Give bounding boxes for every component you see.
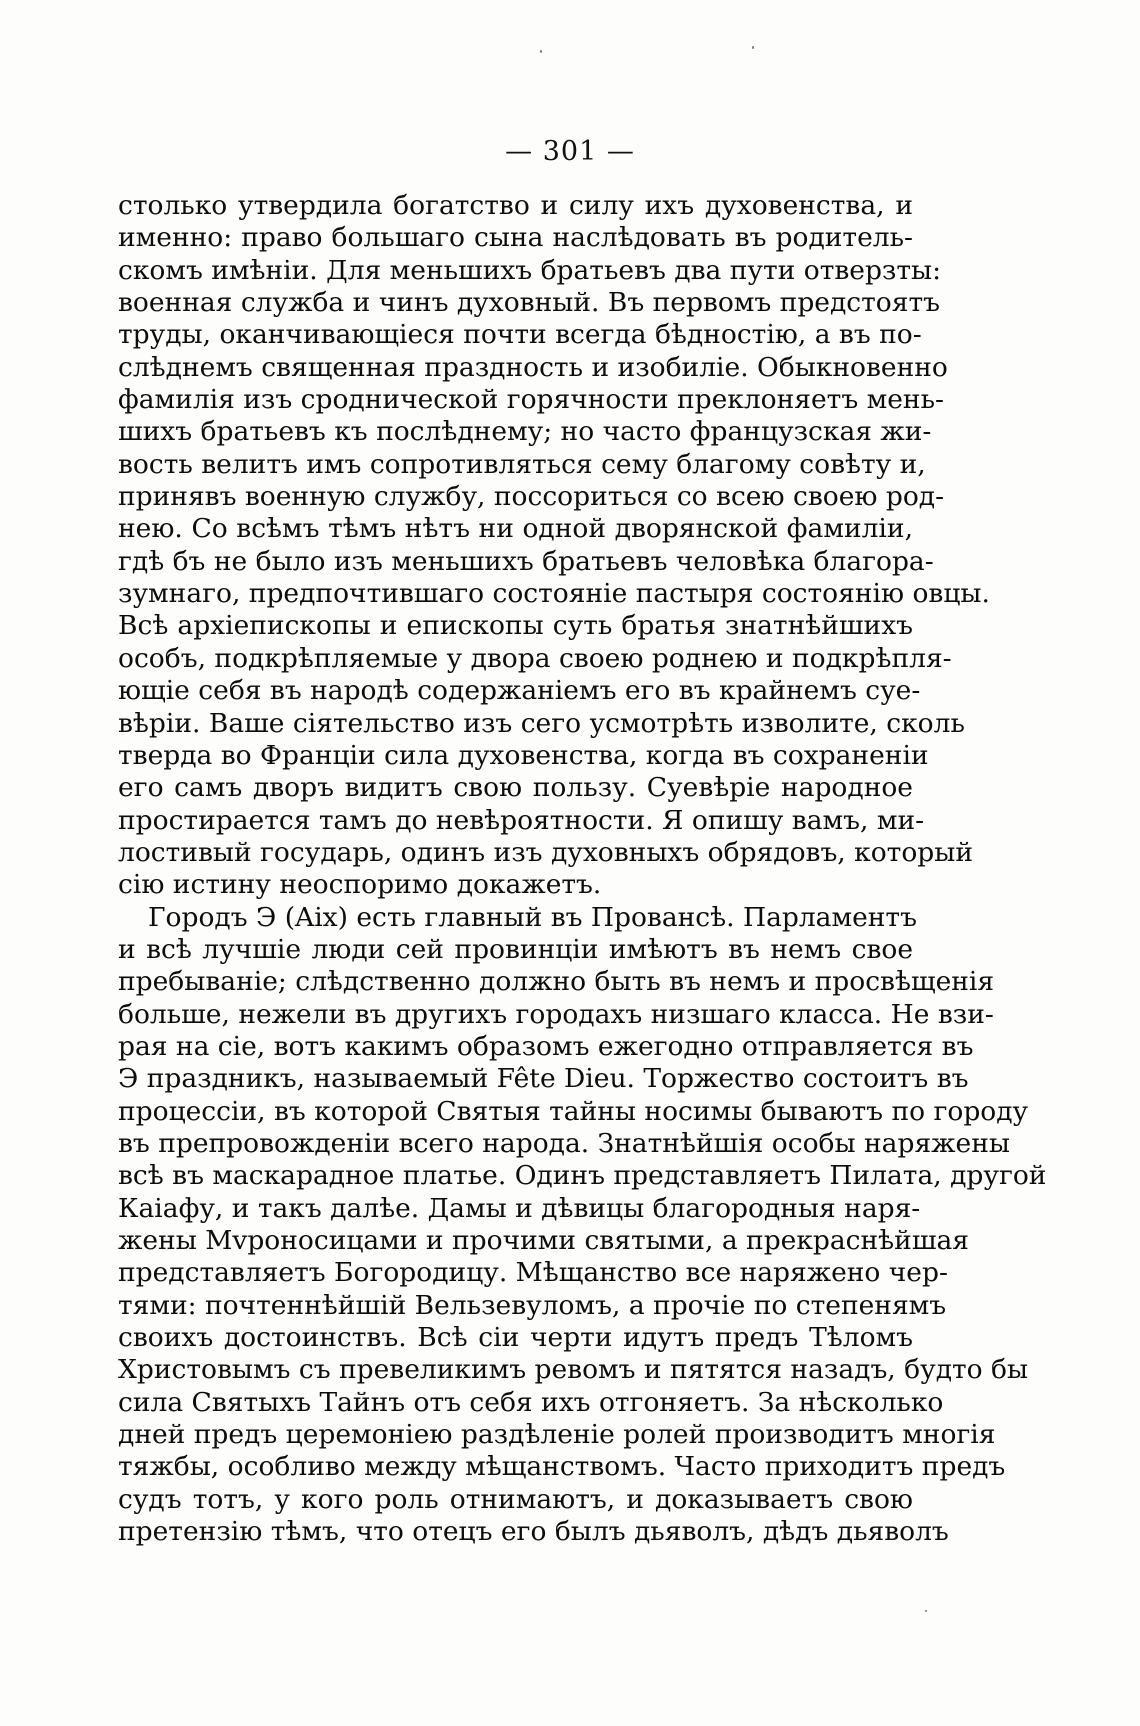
text-line: нею. Со всѣмъ тѣмъ нѣтъ ни одной дворянской фамиліи,	[118, 513, 913, 545]
text-line: сила Святыхъ Тайнъ отъ себя ихъ отгоняетъ. За нѣсколько	[118, 1386, 944, 1418]
scan-speck	[540, 50, 542, 53]
text-line: ющіе себя въ народѣ содержаніемъ его въ крайнемъ суе-	[118, 675, 921, 707]
text-line: лостивый государь, одинъ изъ духовныхъ обрядовъ, который	[118, 836, 974, 868]
text-line: вость велитъ имъ сопротивляться сему благому совѣту и,	[118, 448, 926, 480]
text-line: своихъ достоинствъ. Всѣ сіи черти идутъ предъ Тѣломъ	[118, 1322, 913, 1354]
page-body	[118, 190, 1047, 1548]
text-line: тяжбы, особливо между мѣщанствомъ. Часто приходитъ предъ	[118, 1451, 1006, 1483]
text-line: и всѣ лучшіе люди сей провинціи имѣютъ въ немъ свое	[118, 933, 913, 965]
text-line: рая на сіе, вотъ какимъ образомъ ежегодно отправляется въ	[118, 1030, 974, 1062]
text-line: пребываніе; слѣдственно должно быть въ немъ и просвѣщенія	[118, 966, 995, 998]
page-number: — 301 —	[505, 136, 635, 167]
text-line: именно: право большаго сына наслѣдовать въ родитель-	[118, 222, 913, 254]
text-line: Христовымъ съ превеликимъ ревомъ и пятятся назадъ, будто бы	[118, 1354, 1029, 1386]
text-line: Каіафу, и такъ далѣе. Дамы и дѣвицы благородныя наря-	[118, 1192, 921, 1224]
text-line: претензію тѣмъ, что отецъ его былъ дьяволъ, дѣдъ дьяволъ	[118, 1516, 949, 1548]
text-line: Всѣ архіепископы и епископы суть братья знатнѣйшихъ	[118, 610, 913, 642]
text-line: тями: почтеннѣйшій Вельзевуломъ, а прочіе по степенямъ	[118, 1289, 947, 1321]
text-line: военная служба и чинъ духовный. Въ первомъ предстоятъ	[118, 287, 941, 319]
text-line: простирается тамъ до невѣроятности. Я опишу вамъ, ми-	[118, 804, 925, 836]
scan-speck	[925, 1610, 927, 1612]
text-line: больше, нежели въ другихъ городахъ низшаго класса. Не взи-	[118, 998, 994, 1030]
text-line: въ препровожденіи всего народа. Знатнѣйшія особы наряжены	[118, 1127, 1010, 1159]
text-line: всѣ въ маскарадное платье. Одинъ представляетъ Пилата, другой	[118, 1160, 1047, 1192]
scan-speck	[752, 46, 754, 49]
text-line: фамилія изъ сроднической горячности преклоняетъ мень-	[118, 384, 944, 416]
text-line: тверда во Франціи сила духовенства, когда въ сохраненіи	[118, 739, 929, 771]
text-line: слѣднемъ священная праздность и изобиліе. Обыкновенно	[118, 351, 948, 383]
text-line: Э праздникъ, называемый Fête Dieu. Торжество состоитъ въ	[118, 1063, 969, 1095]
text-line: жены Мvроносицами и прочими святыми, а прекраснѣйшая	[118, 1225, 969, 1256]
text-line: труды, оканчивающіеся почти всегда бѣдностію, а въ по-	[118, 319, 922, 351]
text-line: дней предъ церемоніею раздѣленіе ролей производитъ многія	[118, 1419, 996, 1451]
text-line: зумнаго, предпочтившаго состояніе пастыря состоянію овцы.	[118, 578, 990, 610]
text-line: столько утвердила богатство и силу ихъ духовенства, и	[118, 190, 913, 221]
text-line: представляетъ Богородицу. Мѣщанство все наряжено чер-	[118, 1257, 948, 1289]
text-line: судъ тотъ, у кого роль отнимаютъ, и доказываетъ свою	[118, 1483, 913, 1515]
text-line: особъ, подкрѣпляемые у двора своею роднею и подкрѣпля-	[118, 642, 952, 674]
text-line: его самъ дворъ видитъ свою пользу. Суевѣріе народное	[118, 772, 913, 804]
text-line: принявъ военную службу, поссориться со всею своею род-	[118, 481, 945, 513]
text-line: шихъ братьевъ къ послѣднему; но часто французская жи-	[118, 416, 932, 448]
text-line: сію истину неоспоримо докажетъ.	[118, 869, 602, 901]
text-line: вѣріи. Ваше сіятельство изъ сего усмотрѣть изволите, сколь	[118, 707, 965, 739]
text-line: процессіи, въ которой Святыя тайны носимы бываютъ по городу	[118, 1095, 1029, 1127]
text-line: скомъ имѣніи. Для меньшихъ братьевъ два пути отверзты:	[118, 254, 942, 286]
paragraph-start-line: Городъ Э (Aix) есть главный въ Провансѣ. Парламентъ	[148, 901, 917, 933]
text-line: гдѣ бъ не было изъ меньшихъ братьевъ человѣка благора-	[118, 545, 934, 577]
